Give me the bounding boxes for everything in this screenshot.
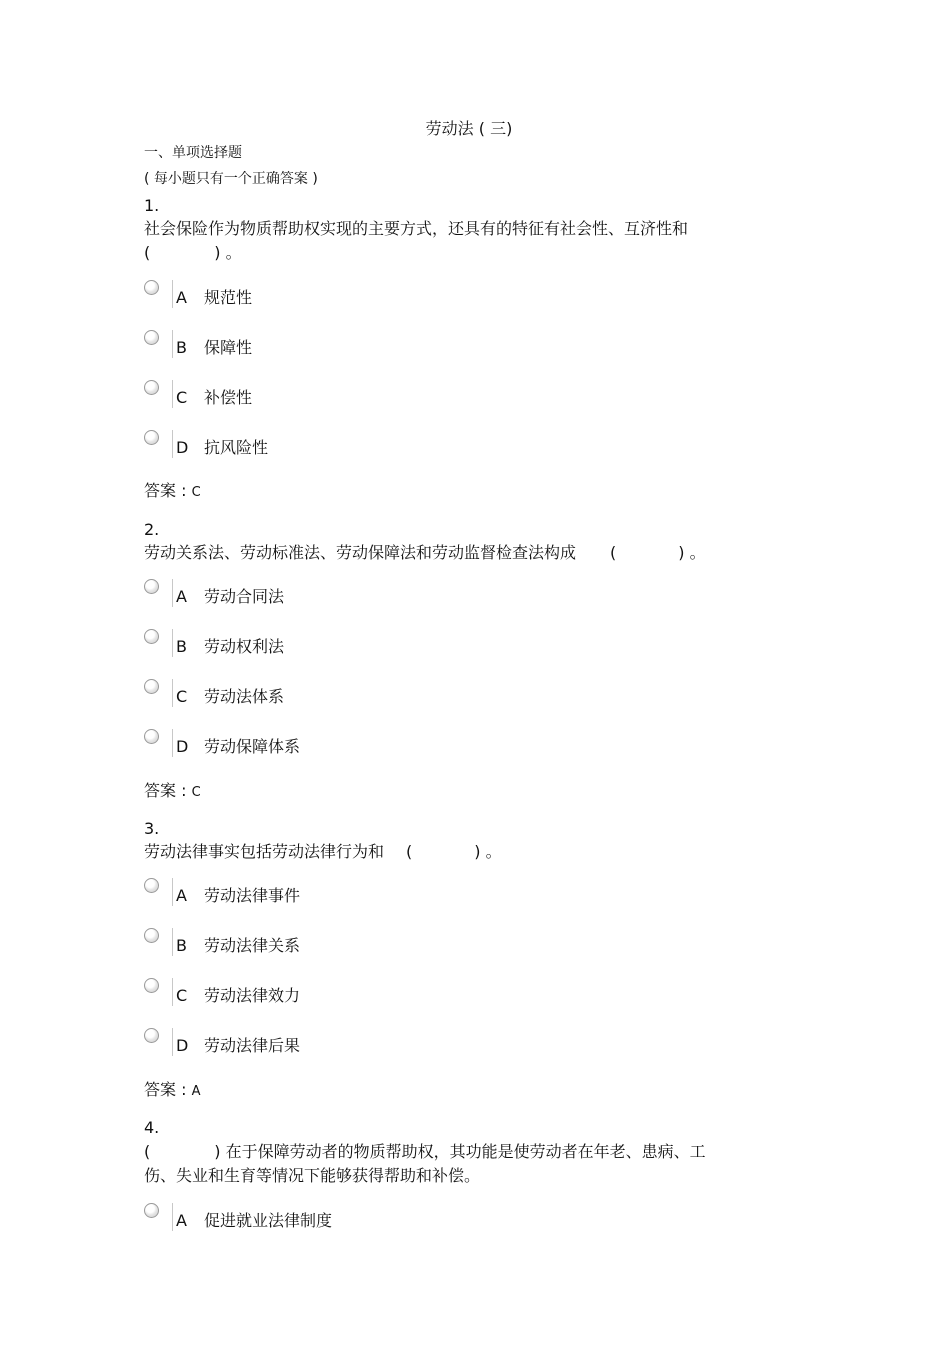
option-text: 劳动权利法 <box>204 637 285 656</box>
answer <box>144 1080 200 1102</box>
answer-value: C <box>191 785 201 800</box>
question-text-rest: ) 在于保障劳动者的物质帮助权，其功能是使劳动者在年老、患病、工 <box>214 1142 706 1161</box>
option-a[interactable] <box>144 1203 464 1233</box>
question-text-line: 劳动法律事实包括劳动法律行为和 <box>144 842 385 861</box>
option-text: 保障性 <box>204 338 253 357</box>
option-letter: C <box>176 388 188 407</box>
option-a[interactable] <box>144 280 464 310</box>
question-number: 1. <box>144 196 160 215</box>
blank-close: ) 。 <box>214 243 242 262</box>
answer <box>144 481 201 503</box>
radio-button[interactable] <box>144 430 159 445</box>
option-text: 劳动法律后果 <box>204 1036 301 1055</box>
blank-open: ( <box>144 1142 151 1161</box>
radio-button[interactable] <box>144 380 159 395</box>
option-letter: C <box>176 687 188 706</box>
option-b[interactable] <box>144 928 464 958</box>
blank-open: ( <box>144 243 151 262</box>
radio-button[interactable] <box>144 978 159 993</box>
radio-button[interactable] <box>144 878 159 893</box>
option-letter: D <box>176 737 189 756</box>
question-text-line: 伤、失业和生育等情况下能够获得帮助和补偿。 <box>144 1166 481 1185</box>
option-a[interactable] <box>144 579 464 609</box>
option-letter: D <box>176 438 189 457</box>
page-title: 劳动法 ( 三) <box>425 119 513 138</box>
answer-value: C <box>191 485 201 500</box>
option-text: 劳动法律效力 <box>204 986 301 1005</box>
question-number: 3. <box>144 819 160 838</box>
question-text <box>144 840 764 864</box>
radio-button[interactable] <box>144 1203 159 1218</box>
option-text: 劳动法律事件 <box>204 886 301 905</box>
question-text-line: 社会保险作为物质帮助权实现的主要方式，还具有的特征有社会性、互济性和 <box>144 219 689 238</box>
option-letter: B <box>176 637 187 656</box>
question-text <box>144 541 764 565</box>
blank-close: ) 。 <box>474 842 502 861</box>
radio-button[interactable] <box>144 330 159 345</box>
option-d[interactable] <box>144 1028 464 1058</box>
option-b[interactable] <box>144 629 464 659</box>
blank-close: ) 。 <box>678 543 706 562</box>
option-letter: B <box>176 338 187 357</box>
answer-value: A <box>191 1084 201 1099</box>
radio-button[interactable] <box>144 579 159 594</box>
option-b[interactable] <box>144 330 464 360</box>
answer <box>144 781 201 803</box>
option-letter: B <box>176 936 187 955</box>
option-text: 劳动法体系 <box>204 687 285 706</box>
question-text-line: 劳动关系法、劳动标准法、劳动保障法和劳动监督检查法构成 <box>144 543 577 562</box>
section-heading: 一、单项选择题 <box>144 145 242 161</box>
option-c[interactable] <box>144 679 464 709</box>
option-c[interactable] <box>144 380 464 410</box>
option-a[interactable] <box>144 878 464 908</box>
radio-button[interactable] <box>144 928 159 943</box>
question-number: 2. <box>144 520 160 539</box>
option-letter: A <box>176 1211 187 1230</box>
question-text-line <box>144 241 764 265</box>
radio-button[interactable] <box>144 280 159 295</box>
section-instruction: ( 每小题只有一个正确答案 ) <box>144 171 318 187</box>
option-c[interactable] <box>144 978 464 1008</box>
option-text: 规范性 <box>204 288 253 307</box>
option-text: 劳动合同法 <box>204 587 285 606</box>
question-text <box>144 1140 764 1188</box>
answer-label: 答案 : <box>144 481 187 500</box>
option-d[interactable] <box>144 430 464 460</box>
option-letter: A <box>176 886 187 905</box>
option-letter: A <box>176 288 187 307</box>
radio-button[interactable] <box>144 1028 159 1043</box>
option-text: 劳动法律关系 <box>204 936 301 955</box>
answer-label: 答案 : <box>144 781 187 800</box>
answer-label: 答案 : <box>144 1080 187 1099</box>
blank-open: ( <box>610 543 617 562</box>
option-letter: D <box>176 1036 189 1055</box>
option-text: 补偿性 <box>204 388 253 407</box>
question-text <box>144 217 764 265</box>
blank-open: ( <box>406 842 413 861</box>
radio-button[interactable] <box>144 679 159 694</box>
option-letter: C <box>176 986 188 1005</box>
option-text: 劳动保障体系 <box>204 737 301 756</box>
option-text: 促进就业法律制度 <box>204 1211 333 1230</box>
radio-button[interactable] <box>144 729 159 744</box>
option-text: 抗风险性 <box>204 438 269 457</box>
option-d[interactable] <box>144 729 464 759</box>
option-letter: A <box>176 587 187 606</box>
question-number: 4. <box>144 1118 160 1137</box>
radio-button[interactable] <box>144 629 159 644</box>
question-text-line <box>144 1140 764 1164</box>
